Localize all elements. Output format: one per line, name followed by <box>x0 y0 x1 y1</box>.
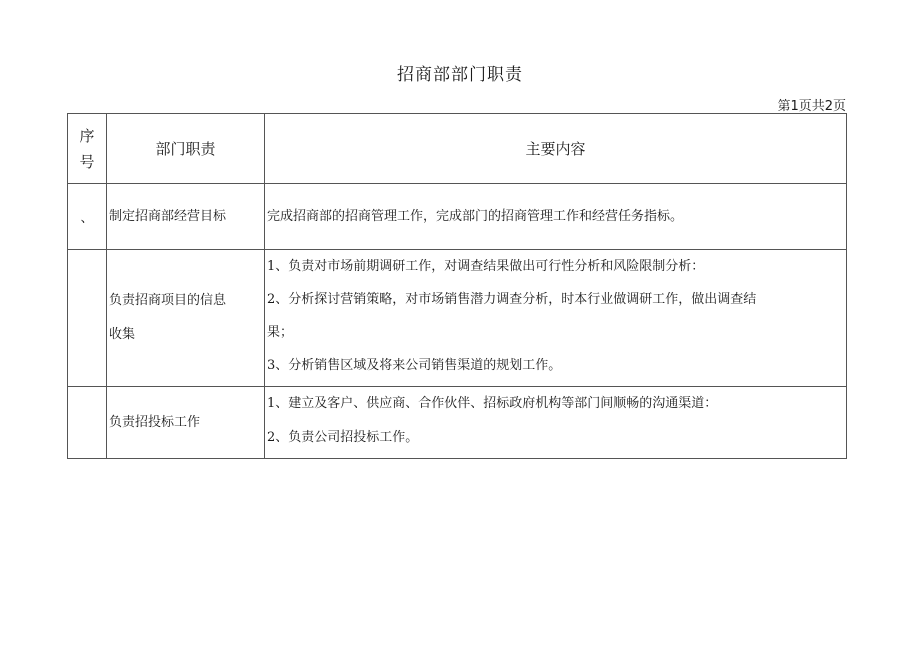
row-dept <box>107 184 265 250</box>
row-seq <box>68 387 107 459</box>
content-line: 果； <box>267 325 294 340</box>
table-header-row <box>68 114 847 184</box>
header-seq <box>68 114 107 184</box>
row-seq <box>68 250 107 387</box>
table-row <box>68 184 847 250</box>
document-title: 招商部部门职责 <box>397 65 523 85</box>
content-line: 3、分析销售区域及将来公司销售渠道的规划工作。 <box>267 358 562 373</box>
content-line: 2、负责公司招投标工作。 <box>267 430 419 445</box>
duty-table <box>67 113 847 459</box>
row-content <box>265 387 847 459</box>
header-seq-line1: 序 <box>79 126 95 145</box>
content-line: 完成招商部的招商管理工作，完成部门的招商管理工作和经营任务指标。 <box>267 209 684 224</box>
content-line: 2、分析探讨营销策略，对市场销售潜力调查分析，时本行业做调研工作，做出调查结 <box>267 292 757 307</box>
table-row <box>68 387 847 459</box>
content-line: 1、负责对市场前期调研工作，对调查结果做出可行性分析和风险限制分析： <box>267 259 705 274</box>
dept-line: 制定招商部经营目标 <box>109 208 227 224</box>
row-seq: 、 <box>68 184 107 250</box>
page-indicator: 第1页共2页 <box>777 99 846 114</box>
header-main: 主要内容 <box>265 114 847 184</box>
content-line: 1、建立及客户、供应商、合作伙伴、招标政府机构等部门间顺畅的沟通渠道： <box>267 396 718 411</box>
row-dept <box>107 250 265 387</box>
dept-line: 负责招投标工作 <box>109 414 201 430</box>
header-dept: 部门职责 <box>107 114 265 184</box>
dept-line: 负责招商项目的信息 <box>109 293 227 308</box>
row-dept <box>107 387 265 459</box>
table-row <box>68 250 847 387</box>
header-seq-line2: 号 <box>79 152 95 171</box>
row-content <box>265 184 847 250</box>
dept-line: 收集 <box>109 327 136 342</box>
row-content <box>265 250 847 387</box>
